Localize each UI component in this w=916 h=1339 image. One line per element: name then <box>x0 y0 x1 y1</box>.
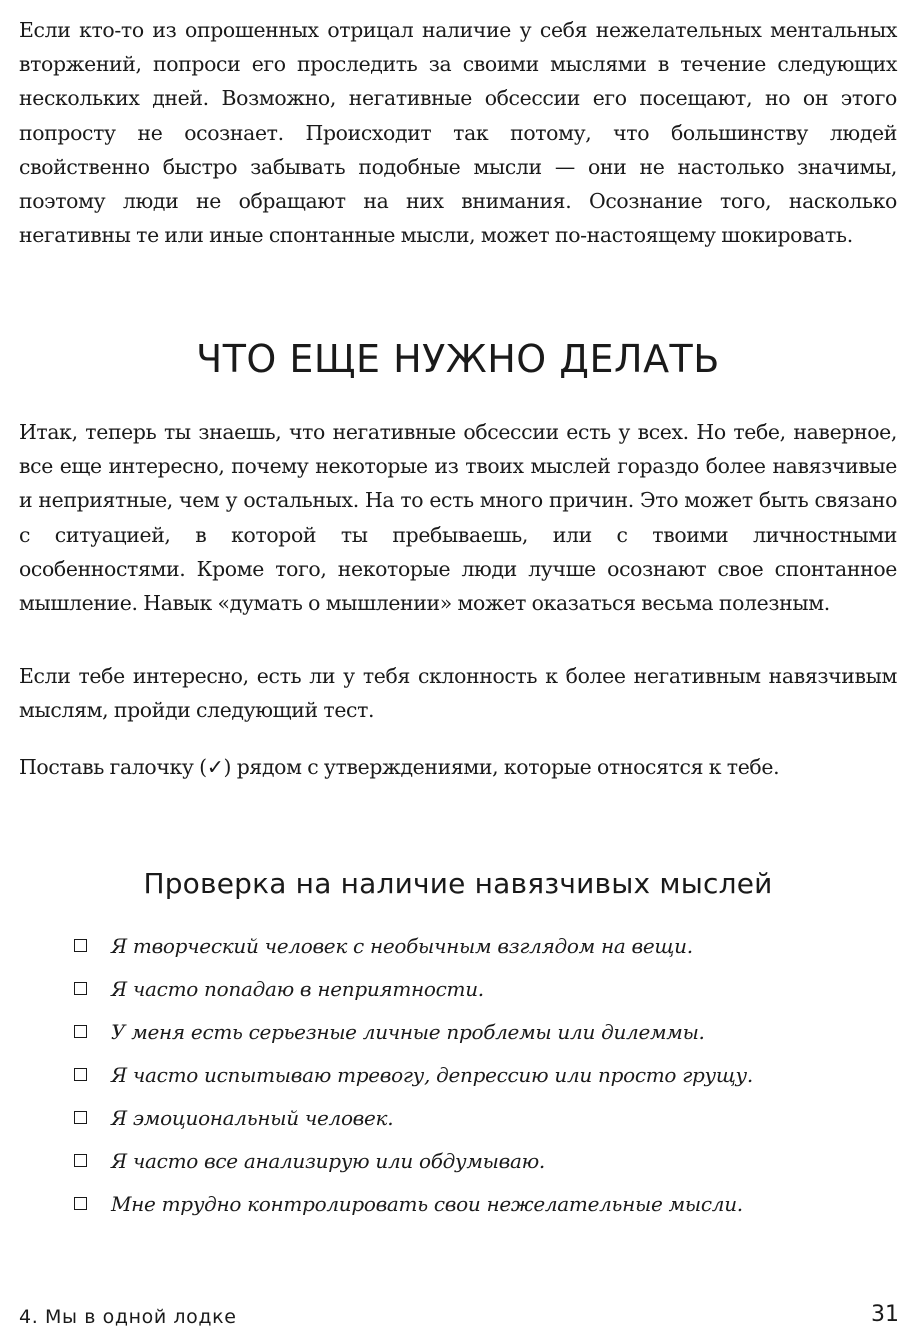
checklist-item-text: Мне трудно контролировать свои нежелательные мысли. <box>111 1191 743 1216</box>
book-page <box>19 0 899 1339</box>
checkbox[interactable] <box>74 1197 87 1210</box>
checklist-item <box>74 924 874 967</box>
checkbox[interactable] <box>74 1025 87 1038</box>
checkbox[interactable] <box>74 982 87 995</box>
checkbox[interactable] <box>74 1068 87 1081</box>
checklist-item-text: У меня есть серьезные личные проблемы или дилеммы. <box>111 1019 705 1044</box>
section-heading: ЧТО ЕЩЕ НУЖНО ДЕЛАТЬ <box>196 337 720 381</box>
checklist-item-text: Я часто испытываю тревогу, депрессию или просто грущу. <box>111 1062 753 1087</box>
checkbox[interactable] <box>74 1154 87 1167</box>
checklist-item-text: Я часто попадаю в неприятности. <box>111 976 484 1001</box>
checklist-item <box>74 1053 874 1096</box>
checkbox[interactable] <box>74 939 87 952</box>
checklist-item <box>74 1096 874 1139</box>
body-paragraph-4: Поставь галочку (✓) рядом с утверждениями, которые относятся к тебе. <box>19 755 780 779</box>
checklist <box>74 924 874 1225</box>
checklist-item-text: Я часто все анализирую или обдумываю. <box>111 1148 545 1173</box>
checklist-item-text: Я эмоциональный человек. <box>111 1105 394 1130</box>
checklist-item-text: Я творческий человек с необычным взглядом на вещи. <box>111 933 693 958</box>
checklist-item <box>74 1182 874 1225</box>
checklist-item <box>74 1139 874 1182</box>
checkbox[interactable] <box>74 1111 87 1124</box>
body-paragraph-3: Если тебе интересно, есть ли у тебя склонность к более негативным навязчивым мыслям, пройди следующий тест. <box>19 664 897 723</box>
page-number: 31 <box>871 1302 899 1327</box>
footer-chapter-title: 4. Мы в одной лодке <box>19 1306 237 1328</box>
body-paragraph-1: Если кто-то из опрошенных отрицал наличие у себя нежелательных ментальных вторжений, попроси его проследить за своими мыслями в течение следующих нескольких дней. Возможно, негативные обсессии его посещают, но он этого попросту не осознает. Происходит так потому, что большинству людей свойственно быстро забывать подобные мысли — они не настолько значимы, поэтому люди не обращают на них внимания. Осознание того, насколько негативны те или иные спонтанные мысли, может по-настоящему шокировать. <box>19 18 897 248</box>
checklist-item <box>74 1010 874 1053</box>
body-paragraph-2: Итак, теперь ты знаешь, что негативные обсессии есть у всех. Но тебе, наверное, все еще интересно, почему некоторые из твоих мыслей гораздо более навязчивые и неприятные, чем у остальных. На то есть много причин. Это может быть связано с ситуацией, в которой ты пребываешь, или с твоими личностными особенностями. Кроме того, некоторые люди лучше осознают свое спонтанное мышление. Навык «думать о мышлении» может оказаться весьма полезным. <box>19 420 897 616</box>
checklist-item <box>74 967 874 1010</box>
checklist-title: Проверка на наличие навязчивых мыслей <box>143 867 773 900</box>
